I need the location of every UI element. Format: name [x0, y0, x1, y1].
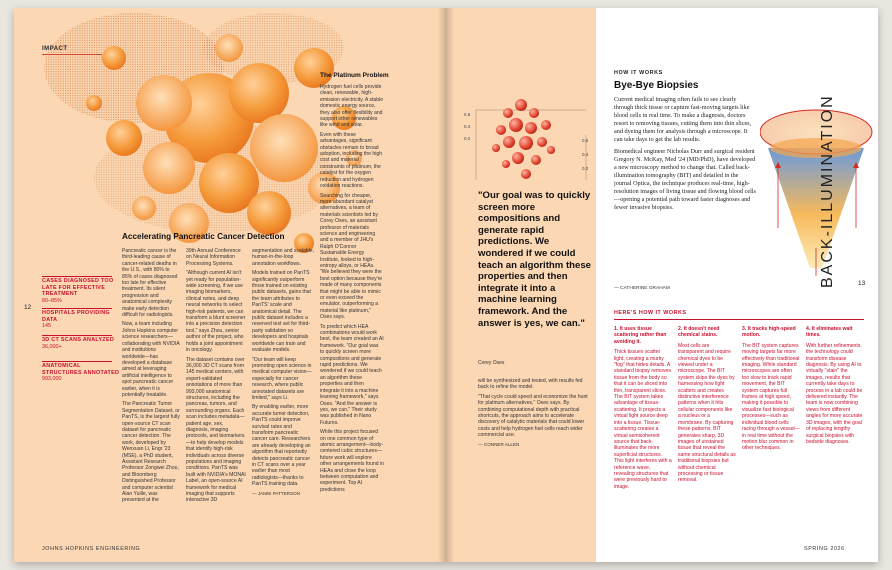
how-it-works-body [614, 96, 756, 292]
magazine-spread [14, 8, 878, 562]
step-title: 2. It doesn't need chemical stains. [678, 326, 720, 339]
article-headline: Accelerating Pancreatic Cancer Detection [122, 232, 285, 241]
byline: — CATHERINE GRAHAM [614, 286, 670, 291]
step-title: 4. It eliminates wait times. [806, 326, 853, 339]
axis-tick: 0.4 [464, 124, 471, 129]
byline: — JAMIE PATTERSON [252, 490, 301, 496]
step-2 [678, 326, 736, 516]
article-column-4 [320, 84, 384, 520]
article-column-5 [478, 378, 588, 518]
paragraph: Even with these advantages, significant obstacles remain to broad adoption, including the high cost and material constraints of platinum, the catalyst for the oxygen reduction and hydrogen oxidation reactions. [320, 131, 383, 190]
section-tag: IMPACT [42, 46, 68, 52]
section-rule [42, 54, 102, 55]
paragraph: Now, a team including Johns Hopkins computer science researchers—collaborating with NVIDIA and institutions worldwide—has developed a database aimed at leveraging artificial intelligence to spot pancreatic cancer earlier, when it is potentially treatable. [122, 321, 180, 398]
paragraph: "Although current AI isn't yet ready for population-wide screening, if we use imaging biomarkers, clinical notes, and deep neural networks to select high-risk patients, we can transform a blunt screener into a precision detection tool," says Zhou, senior author of the project, who holds a joint appointment in oncology. [186, 270, 246, 354]
stat-value: 145 [42, 323, 51, 330]
stat-rule [42, 361, 112, 362]
axis-tick: 0.2 [582, 166, 589, 171]
paragraph: The Pancreatic Tumor Segmentation Dataset, or PanTS, is the largest fully open-source CT scan dataset for pancreatic cancer detection. The work, developed by Wenxuan Li, Engr '23 (MSE), a PhD student, Assistant Research Professor Zongwei Zhou, and Bloomberg Distinguished Professor and computer scientist Alan Yuille, was presented at the [122, 401, 180, 504]
alloy-lattice-illustration [446, 80, 596, 200]
pull-quote: "Our goal was to quickly screen more compositions and generate rapid predictions. We wondered if we could teach an algorithm these properties and then integrate it into a machine learning framework. And the answer is yes, we can." [478, 190, 592, 329]
stat-label: ANATOMICAL STRUCTURES ANNOTATED [42, 363, 120, 376]
stat-block-1 [42, 278, 120, 304]
left-page [14, 8, 446, 562]
stat-label: 3D CT SCANS ANALYZED [42, 337, 115, 343]
page-number: 12 [24, 304, 32, 311]
article-column-2 [186, 248, 246, 518]
paragraph: Searching for cheaper, more abundant catalyst alternatives, a team of materials scientists led by Corey Oses, an assistant professor of materials science and engineering and a member of JHU's Ralph O'Connor Sustainable Energy Institute, looked to high-entropy alloys, or HEAs. "We believed they were the best option because they're made of many components that might be able to mimic or even exceed the emulator, outperforming a material like platinum," Oses says. [320, 192, 383, 321]
step-title: 1. It uses tissue scattering rather than avoiding it. [614, 326, 667, 345]
paragraph: Pancreatic cancer is the third-leading cause of cancer-related deaths in the U.S., with 80% to 85% of cases diagnosed too late for effective treatment. Its silent progression and anatomical complexity make early detection difficult for radiologists. [122, 248, 178, 319]
stat-value: 80–85% [42, 297, 62, 304]
paragraph: Biomedical engineer Nicholas Durr and surgical resident Gregory N. McKay, Med '24 (MD/PhD), have developed a new microscopy method to change that. Called back-illumination tomography (BIT) and detailed in the journal Optica, the technique produces real-time, high-resolution images of living tissue and flowing blood cells—opening a potential path toward faster diagnoses and fewer invasive biopsies. [614, 148, 756, 211]
step-1 [614, 326, 672, 516]
footer-publication: JOHNS HOPKINS ENGINEERING [42, 546, 141, 552]
step-title: 3. It tracks high-speed motion. [742, 326, 796, 339]
stat-block-2 [42, 310, 120, 330]
stat-rule [42, 308, 112, 309]
stat-label: CASES DIAGNOSED TOO LATE FOR EFFECTIVE TREATMENT [42, 278, 114, 298]
paragraph: While this project focused on one common type of atomic arrangement—body-centered cubic structures—future work will explore other arrangements found in HEAs and close the loop between computation and experiment. Top AI predictions [320, 429, 384, 493]
article-column-3 [252, 248, 314, 520]
axis-tick: 0.6 [464, 112, 471, 117]
paragraph: segmentation and scalable, human-in-the-loop annotation workflows. [252, 248, 314, 267]
stat-value: 993,000 [42, 376, 62, 383]
vertical-title: BACK-ILLUMINATION [819, 94, 836, 288]
paragraph: "Our team will keep promoting open science in medical computer vision—especially for cancer research, where public annotated datasets are limited," says Li. [252, 356, 312, 401]
article-column-1 [122, 248, 180, 518]
paragraph: will be synthesized and tested, with results fed back to refine the model. [478, 378, 583, 391]
steps-rule [614, 319, 864, 320]
paragraph: "That cycle could speed and economize the hunt for platinum alternatives," Oses says. By combining computational depth with practical shortcuts, the approach aims to accelerate discovery of catalytic materials that could lower costs and help hydrogen fuel cells reach wider commercial use. [478, 393, 588, 439]
step-body: With further refinements, the technology could transform disease diagnosis. By using AI to virtually "stain" the images, results that currently take days to process in a lab could be delivered instantly. The team is now combining views from different angles for more accurate 3D images, with the goal of replacing lengthy surgical biopsies with bedside diagnoses. [806, 342, 863, 445]
paragraph: By enabling earlier, more accurate tumor detection, PanTS could improve survival rates and transform pancreatic cancer care. Researchers are already developing an algorithm that reportedly detects pancreatic cancer in CT scans over a year earlier than most radiologists—thanks to PanTS training data. [252, 404, 311, 488]
paragraph: Models trained on PanTS significantly outperform those trained on existing public datasets, gains that the team attributes to PanTS' scale and anatomical detail. The public dataset includes a reserved test set for third-party validation so developers and hospitals worldwide can train and evaluate models. [252, 270, 311, 354]
step-body: The BIT system captures moving targets far more effectively than traditional imaging. While standard microscopes are often too slow to track rapid movement, the BIT system captures full frames at high speed, making it possible to visualize fast biological processes—such as individual blood cells racing through a vessel—in real time without the motion blur common in other techniques. [742, 342, 800, 452]
paragraph: The dataset contains over 36,000 3D CT scans from 145 medical centers, with expert-validated annotations of more than 993,000 anatomical structures, including the pancreas, tumors, and surrounding organs. Each scan includes metadata—patient age, sex, diagnosis, imaging protocols, and biomarkers—to help develop models that identify high-risk individuals across diverse populations and imaging conditions. PanTS was built with NVIDIA's MONAI Label, an open-source AI framework for medical imaging that supports interactive 3D [186, 356, 246, 504]
pull-quote-attribution: Corey Oses [478, 360, 505, 366]
step-3 [742, 326, 800, 516]
axis-tick: 0.6 [582, 138, 589, 143]
stat-rule [42, 276, 112, 277]
how-it-works-kicker: HOW IT WORKS [614, 70, 663, 76]
how-it-works-title: Bye-Bye Biopsies [614, 80, 699, 91]
paragraph: 39th Annual Conference on Neural Information Processing Systems. [186, 248, 241, 267]
stat-block-3 [42, 337, 120, 350]
stat-label: HOSPITALS PROVIDING DATA [42, 310, 110, 323]
stat-block-4 [42, 363, 120, 383]
step-body: Most cells are transparent and require chemical dyes to be viewed under a microscope. The BIT system skips the dyes by harnessing how light scatters and creates distinctive interference patterns when it hits cellular components like a nucleus or a membrane. By capturing these patterns, BIT generates sharp, 3D images of unstained tissue that reveal the same structural details as traditional biopsies but without chemical processing or tissue removal. [678, 342, 736, 484]
paragraph: Current medical imaging often fails to see clearly through thick tissue or capture fast-moving targets like blood cells in real time. To make a diagnosis, doctors resort to removing tissues, cutting them into thin slices, and dyeing them for analysis through a microscope. It can take days to get the lab results. [614, 96, 752, 143]
byline: — CONNER ALLEN [478, 441, 520, 447]
footer-issue: SPRING 2026 [804, 546, 845, 552]
step-body: Thick tissues scatter light, creating a murky "fog" that hides details. A standard biopsy removes tissue from the body so that it can be sliced into thin, transparent slices. The BIT system takes advantage of tissue-scattering. It projects a virtual light source deep into a tissue. Tissue-scattering creates a virtual semicoherent source that back-illuminates the more superficial structures. This light interferes with a reference wave, revealing structures that were previously hard to image. [614, 349, 672, 490]
paragraph: Hydrogen fuel cells provide clean, renewable, high-emission electricity. A stable domestic energy source, they also offer flexibility and support other renewables like wind and solar. [320, 84, 384, 129]
axis-tick: 0.2 [464, 136, 471, 141]
stat-value: 36,000+ [42, 343, 62, 350]
axis-tick: 0.4 [582, 152, 589, 157]
platinum-headline: The Platinum Problem [320, 72, 389, 79]
step-4 [806, 326, 864, 516]
steps-heading: HERE'S HOW IT WORKS [614, 310, 687, 316]
page-number: 13 [858, 280, 866, 287]
stat-rule [42, 335, 112, 336]
paragraph: To predict which HEA combinations would work best, the team created an AI framework. "Our goal was to quickly screen more compositions and generate rapid predictions. We wondered if we could teach an algorithm these properties and then integrate it into a machine learning framework," says Oses. "And the answer is yes, we can." Their study was published in Nano Futures. [320, 323, 384, 426]
